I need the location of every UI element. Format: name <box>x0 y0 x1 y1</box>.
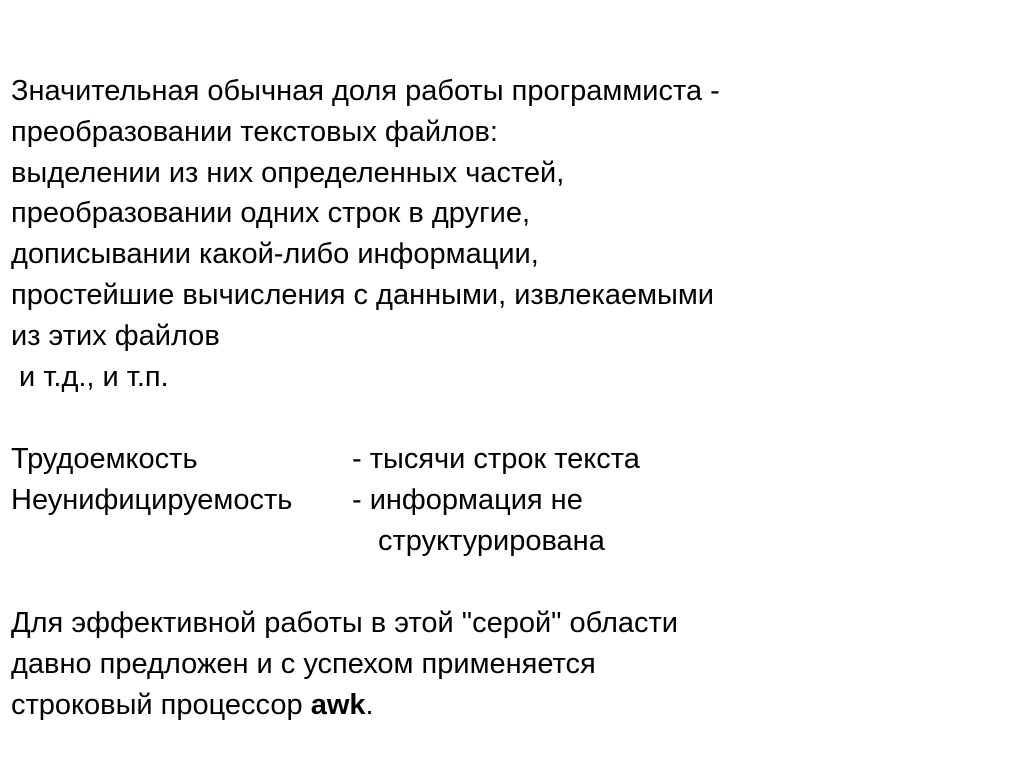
intro-line-1: Значительная обычная доля работы программиста - <box>11 75 720 107</box>
awk-term: awk <box>310 689 366 721</box>
intro-line-3: выделении из них определенных частей, <box>11 157 565 189</box>
conclusion-line-3 <box>11 688 374 722</box>
property-desc-nonunified: - информация не <box>352 484 583 516</box>
property-desc-labor: - тысячи строк текста <box>352 443 640 475</box>
conclusion-line-2: давно предложен и с успехом применяется <box>11 648 596 680</box>
intro-line-6: простейшие вычисления с данными, извлекаемыми <box>11 279 714 311</box>
property-desc-nonunified-cont: структурирована <box>378 525 605 557</box>
conclusion-line-3-suffix: . <box>365 689 374 721</box>
intro-line-2: преобразовании текстовых файлов: <box>11 116 498 148</box>
intro-line-5: дописывании какой-либо информации, <box>11 238 539 270</box>
conclusion-line-3-prefix: строковый процессор <box>11 689 311 721</box>
intro-line-7: из этих файлов <box>11 320 220 352</box>
conclusion-line-1: Для эффективной работы в этой "серой" области <box>11 607 678 639</box>
intro-line-4: преобразовании одних строк в другие, <box>11 197 531 229</box>
intro-line-8: и т.д., и т.п. <box>11 361 169 393</box>
property-term-labor: Трудоемкость <box>11 443 198 475</box>
property-term-nonunified: Неунифицируемость <box>11 484 293 516</box>
